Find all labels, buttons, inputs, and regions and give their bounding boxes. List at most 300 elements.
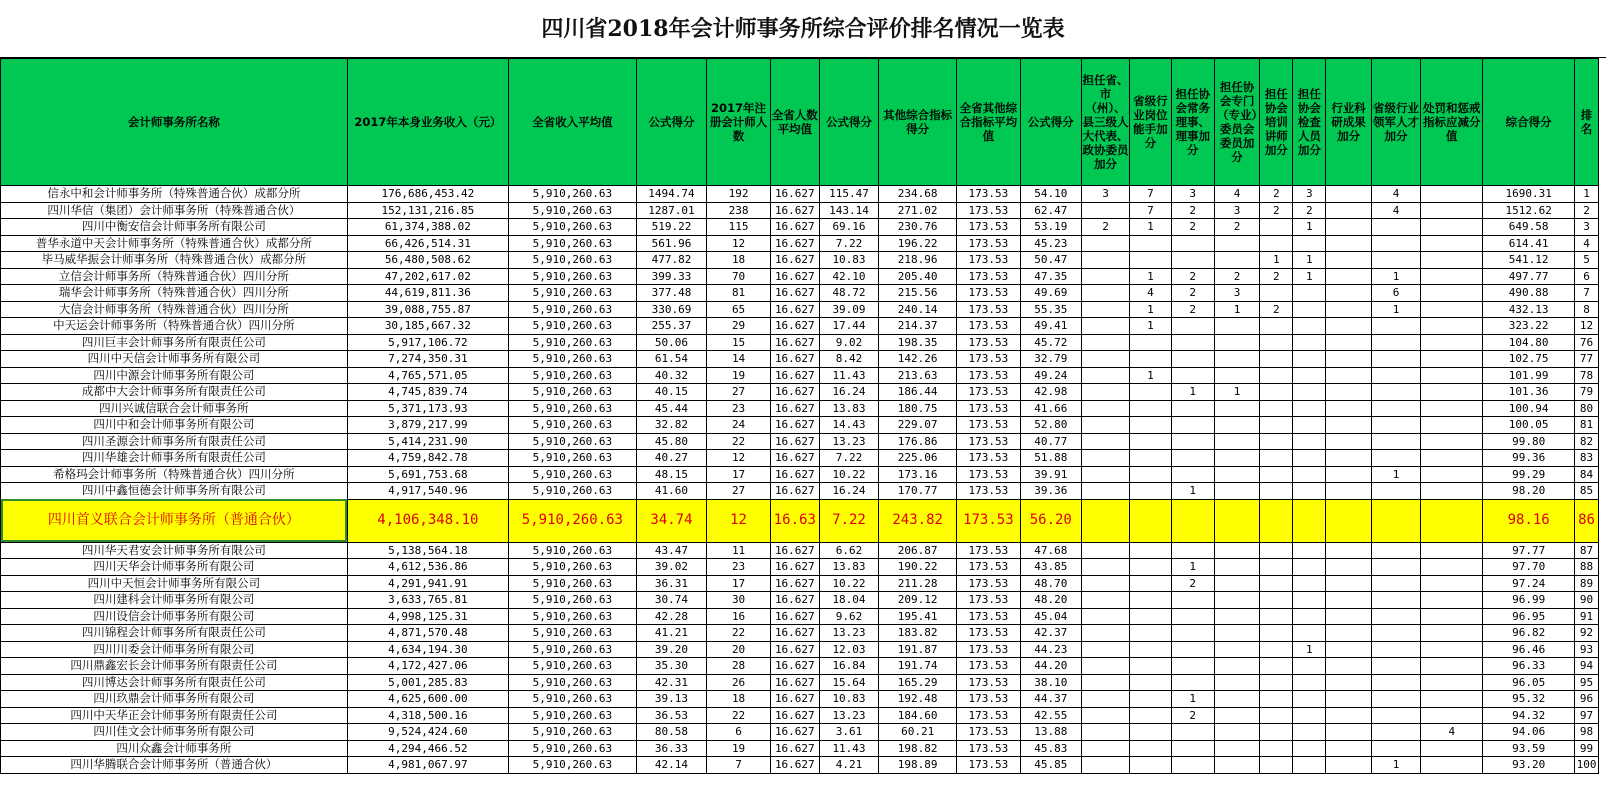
table-cell[interactable]: 22 — [707, 433, 771, 450]
column-header[interactable]: 其他综合指标得分 — [879, 59, 956, 186]
table-cell[interactable] — [1326, 318, 1371, 335]
table-cell[interactable]: 190.22 — [879, 559, 956, 576]
table-cell[interactable] — [1326, 268, 1371, 285]
table-cell[interactable]: 490.88 — [1483, 285, 1575, 302]
table-cell[interactable] — [1293, 301, 1326, 318]
table-cell[interactable]: 173.53 — [956, 417, 1020, 434]
table-cell[interactable] — [1293, 724, 1326, 741]
table-cell[interactable] — [1371, 417, 1421, 434]
table-cell[interactable] — [1130, 450, 1171, 467]
table-cell[interactable] — [1293, 285, 1326, 302]
table-cell[interactable] — [1371, 334, 1421, 351]
table-cell[interactable]: 11.43 — [819, 367, 879, 384]
table-cell[interactable] — [1421, 186, 1483, 203]
table-cell[interactable]: 173.53 — [956, 466, 1020, 483]
table-cell[interactable]: 5,910,260.63 — [508, 740, 636, 757]
table-cell[interactable] — [1293, 433, 1326, 450]
table-cell[interactable]: 4,634,194.30 — [347, 641, 508, 658]
column-header[interactable]: 省级行业领军人才加分 — [1371, 59, 1421, 186]
table-cell[interactable]: 2 — [1260, 301, 1293, 318]
table-cell[interactable]: 173.53 — [956, 252, 1020, 269]
table-cell[interactable]: 13.23 — [819, 433, 879, 450]
firm-name-cell[interactable]: 普华永道中天会计师事务所（特殊普通合伙）成都分所 — [1, 235, 348, 252]
table-cell[interactable] — [1371, 575, 1421, 592]
table-cell[interactable]: 3 — [1214, 285, 1259, 302]
table-row[interactable] — [1, 433, 1599, 450]
table-cell[interactable]: 1 — [1171, 559, 1214, 576]
table-cell[interactable] — [1371, 400, 1421, 417]
table-cell[interactable]: 39.20 — [636, 641, 706, 658]
table-cell[interactable]: 2 — [1171, 707, 1214, 724]
table-cell[interactable]: 614.41 — [1483, 235, 1575, 252]
firm-name-cell[interactable]: 四川中天恒会计师事务所有限公司 — [1, 575, 348, 592]
table-cell[interactable] — [1326, 400, 1371, 417]
table-cell[interactable]: 10.22 — [819, 575, 879, 592]
table-cell[interactable] — [1326, 608, 1371, 625]
table-cell[interactable]: 48.70 — [1020, 575, 1081, 592]
table-cell[interactable]: 173.53 — [956, 235, 1020, 252]
table-cell[interactable]: 28 — [707, 658, 771, 675]
table-cell[interactable] — [1326, 334, 1371, 351]
table-cell[interactable]: 17 — [707, 575, 771, 592]
firm-name-cell[interactable]: 四川华天君安会计师事务所有限公司 — [1, 542, 348, 559]
table-cell[interactable]: 1690.31 — [1483, 186, 1575, 203]
table-row[interactable] — [1, 707, 1599, 724]
table-cell[interactable]: 56.20 — [1020, 499, 1081, 542]
column-header[interactable]: 担任协会培训讲师加分 — [1260, 59, 1293, 186]
table-cell[interactable]: 561.96 — [636, 235, 706, 252]
firm-name-cell[interactable]: 四川华雄会计师事务所有限责任公司 — [1, 450, 348, 467]
table-cell[interactable]: 99 — [1575, 740, 1599, 757]
table-cell[interactable]: 142.26 — [879, 351, 956, 368]
table-cell[interactable] — [1214, 658, 1259, 675]
table-cell[interactable]: 40.77 — [1020, 433, 1081, 450]
table-cell[interactable]: 97.70 — [1483, 559, 1575, 576]
table-cell[interactable]: 1 — [1293, 219, 1326, 236]
table-cell[interactable] — [1371, 252, 1421, 269]
table-cell[interactable]: 62.47 — [1020, 202, 1081, 219]
table-cell[interactable]: 5,910,260.63 — [508, 285, 636, 302]
table-cell[interactable] — [1293, 559, 1326, 576]
table-row[interactable] — [1, 219, 1599, 236]
table-cell[interactable]: 7.22 — [819, 450, 879, 467]
firm-name-cell[interactable]: 成都中大会计师事务所有限责任公司 — [1, 384, 348, 401]
table-cell[interactable] — [1371, 641, 1421, 658]
table-cell[interactable]: 173.53 — [956, 575, 1020, 592]
table-cell[interactable] — [1293, 757, 1326, 774]
table-cell[interactable]: 173.53 — [956, 450, 1020, 467]
table-cell[interactable]: 100 — [1575, 757, 1599, 774]
table-cell[interactable]: 195.41 — [879, 608, 956, 625]
table-cell[interactable] — [1081, 483, 1130, 500]
table-cell[interactable]: 41.66 — [1020, 400, 1081, 417]
table-cell[interactable]: 4,318,500.16 — [347, 707, 508, 724]
table-cell[interactable] — [1214, 608, 1259, 625]
table-cell[interactable]: 5,910,260.63 — [508, 202, 636, 219]
table-cell[interactable] — [1081, 559, 1130, 576]
table-cell[interactable]: 2 — [1171, 575, 1214, 592]
table-cell[interactable]: 271.02 — [879, 202, 956, 219]
table-cell[interactable]: 92 — [1575, 625, 1599, 642]
table-cell[interactable]: 16.627 — [771, 608, 820, 625]
table-cell[interactable]: 2 — [1081, 219, 1130, 236]
table-cell[interactable]: 36.33 — [636, 740, 706, 757]
table-cell[interactable]: 13.83 — [819, 400, 879, 417]
table-cell[interactable]: 10.22 — [819, 466, 879, 483]
table-cell[interactable] — [1260, 433, 1293, 450]
table-cell[interactable]: 6 — [1575, 268, 1599, 285]
table-cell[interactable]: 2 — [1293, 202, 1326, 219]
table-cell[interactable]: 5,691,753.68 — [347, 466, 508, 483]
table-cell[interactable]: 55.35 — [1020, 301, 1081, 318]
table-cell[interactable]: 5,910,260.63 — [508, 542, 636, 559]
table-cell[interactable]: 87 — [1575, 542, 1599, 559]
table-cell[interactable]: 173.53 — [956, 641, 1020, 658]
table-row[interactable] — [1, 450, 1599, 467]
table-cell[interactable]: 4,294,466.52 — [347, 740, 508, 757]
table-cell[interactable] — [1081, 318, 1130, 335]
table-cell[interactable]: 16.627 — [771, 674, 820, 691]
table-cell[interactable] — [1371, 740, 1421, 757]
table-cell[interactable] — [1260, 674, 1293, 691]
table-cell[interactable] — [1293, 608, 1326, 625]
table-cell[interactable]: 5,910,260.63 — [508, 417, 636, 434]
table-cell[interactable]: 173.53 — [956, 499, 1020, 542]
table-cell[interactable]: 1494.74 — [636, 186, 706, 203]
table-cell[interactable]: 16.627 — [771, 186, 820, 203]
table-cell[interactable]: 48.72 — [819, 285, 879, 302]
table-cell[interactable] — [1081, 674, 1130, 691]
table-cell[interactable] — [1326, 252, 1371, 269]
table-row[interactable] — [1, 625, 1599, 642]
table-cell[interactable] — [1371, 318, 1421, 335]
table-cell[interactable]: 497.77 — [1483, 268, 1575, 285]
table-cell[interactable]: 218.96 — [879, 252, 956, 269]
table-cell[interactable]: 47,202,617.02 — [347, 268, 508, 285]
table-cell[interactable]: 39,088,755.87 — [347, 301, 508, 318]
column-header[interactable]: 会计师事务所名称 — [1, 59, 348, 186]
table-cell[interactable]: 255.37 — [636, 318, 706, 335]
table-cell[interactable]: 173.53 — [956, 483, 1020, 500]
table-cell[interactable] — [1326, 625, 1371, 642]
table-cell[interactable] — [1293, 625, 1326, 642]
table-cell[interactable] — [1130, 466, 1171, 483]
table-cell[interactable] — [1293, 384, 1326, 401]
table-cell[interactable] — [1371, 219, 1421, 236]
table-cell[interactable] — [1421, 433, 1483, 450]
table-cell[interactable]: 191.74 — [879, 658, 956, 675]
table-cell[interactable]: 97.24 — [1483, 575, 1575, 592]
table-cell[interactable]: 8 — [1575, 301, 1599, 318]
table-cell[interactable]: 98.20 — [1483, 483, 1575, 500]
column-header[interactable]: 处罚和惩戒指标应减分值 — [1421, 59, 1483, 186]
table-row[interactable] — [1, 400, 1599, 417]
table-cell[interactable]: 225.06 — [879, 450, 956, 467]
table-cell[interactable] — [1214, 691, 1259, 708]
firm-name-cell[interactable]: 四川建科会计师事务所有限公司 — [1, 592, 348, 609]
table-cell[interactable]: 13.23 — [819, 707, 879, 724]
table-cell[interactable]: 50.47 — [1020, 252, 1081, 269]
table-cell[interactable]: 42.55 — [1020, 707, 1081, 724]
table-cell[interactable]: 196.22 — [879, 235, 956, 252]
table-cell[interactable] — [1421, 417, 1483, 434]
table-cell[interactable]: 214.37 — [879, 318, 956, 335]
table-cell[interactable]: 173.53 — [956, 658, 1020, 675]
table-cell[interactable] — [1130, 483, 1171, 500]
table-cell[interactable] — [1421, 499, 1483, 542]
table-cell[interactable]: 234.68 — [879, 186, 956, 203]
table-cell[interactable] — [1130, 724, 1171, 741]
table-cell[interactable] — [1421, 641, 1483, 658]
column-header[interactable]: 担任省、市（州）、县三级人大代表、政协委员加分 — [1081, 59, 1130, 186]
table-cell[interactable] — [1260, 285, 1293, 302]
table-cell[interactable]: 96.82 — [1483, 625, 1575, 642]
table-cell[interactable] — [1260, 450, 1293, 467]
table-cell[interactable] — [1293, 318, 1326, 335]
table-cell[interactable]: 39.36 — [1020, 483, 1081, 500]
table-cell[interactable]: 5,910,260.63 — [508, 367, 636, 384]
table-cell[interactable]: 97 — [1575, 707, 1599, 724]
table-cell[interactable]: 16.627 — [771, 658, 820, 675]
table-cell[interactable] — [1293, 235, 1326, 252]
table-cell[interactable]: 5,910,260.63 — [508, 691, 636, 708]
table-cell[interactable]: 6 — [707, 724, 771, 741]
table-row[interactable] — [1, 186, 1599, 203]
table-cell[interactable]: 5,910,260.63 — [508, 466, 636, 483]
table-cell[interactable]: 3,633,765.81 — [347, 592, 508, 609]
table-cell[interactable] — [1171, 318, 1214, 335]
table-cell[interactable]: 16.627 — [771, 351, 820, 368]
table-cell[interactable] — [1171, 252, 1214, 269]
table-cell[interactable]: 5,910,260.63 — [508, 658, 636, 675]
table-cell[interactable] — [1260, 757, 1293, 774]
table-cell[interactable]: 519.22 — [636, 219, 706, 236]
table-cell[interactable] — [1081, 757, 1130, 774]
table-cell[interactable] — [1421, 268, 1483, 285]
table-cell[interactable]: 101.99 — [1483, 367, 1575, 384]
table-cell[interactable]: 96.46 — [1483, 641, 1575, 658]
table-cell[interactable]: 2 — [1260, 186, 1293, 203]
firm-name-cell[interactable]: 四川中和会计师事务所有限公司 — [1, 417, 348, 434]
table-cell[interactable]: 69.16 — [819, 219, 879, 236]
table-cell[interactable]: 4,981,067.97 — [347, 757, 508, 774]
table-cell[interactable] — [1171, 499, 1214, 542]
table-row[interactable] — [1, 268, 1599, 285]
firm-name-cell[interactable]: 立信会计师事务所（特殊普通合伙）四川分所 — [1, 268, 348, 285]
table-cell[interactable]: 1 — [1130, 318, 1171, 335]
table-row[interactable] — [1, 542, 1599, 559]
table-cell[interactable]: 16.627 — [771, 367, 820, 384]
table-cell[interactable] — [1326, 575, 1371, 592]
table-cell[interactable] — [1421, 707, 1483, 724]
table-cell[interactable] — [1081, 575, 1130, 592]
table-cell[interactable] — [1214, 318, 1259, 335]
firm-name-cell[interactable]: 四川中天信会计师事务所有限公司 — [1, 351, 348, 368]
table-cell[interactable] — [1214, 592, 1259, 609]
table-cell[interactable] — [1421, 252, 1483, 269]
table-cell[interactable] — [1130, 235, 1171, 252]
table-cell[interactable] — [1260, 384, 1293, 401]
table-cell[interactable] — [1371, 559, 1421, 576]
table-cell[interactable]: 243.82 — [879, 499, 956, 542]
table-cell[interactable]: 377.48 — [636, 285, 706, 302]
table-cell[interactable]: 1 — [1371, 757, 1421, 774]
table-cell[interactable] — [1293, 691, 1326, 708]
table-cell[interactable]: 16.627 — [771, 740, 820, 757]
table-cell[interactable] — [1371, 384, 1421, 401]
table-cell[interactable]: 16.627 — [771, 235, 820, 252]
table-cell[interactable]: 5,910,260.63 — [508, 757, 636, 774]
table-cell[interactable]: 16.627 — [771, 724, 820, 741]
table-cell[interactable] — [1130, 625, 1171, 642]
table-cell[interactable] — [1081, 450, 1130, 467]
table-cell[interactable]: 41.21 — [636, 625, 706, 642]
table-cell[interactable]: 5,910,260.63 — [508, 625, 636, 642]
table-cell[interactable] — [1371, 691, 1421, 708]
table-cell[interactable]: 16.627 — [771, 592, 820, 609]
table-cell[interactable]: 541.12 — [1483, 252, 1575, 269]
table-cell[interactable]: 16.63 — [771, 499, 820, 542]
table-cell[interactable]: 52.80 — [1020, 417, 1081, 434]
table-cell[interactable] — [1421, 542, 1483, 559]
table-cell[interactable] — [1214, 400, 1259, 417]
table-cell[interactable] — [1081, 252, 1130, 269]
table-cell[interactable] — [1130, 691, 1171, 708]
table-cell[interactable]: 12.03 — [819, 641, 879, 658]
table-cell[interactable]: 5,371,173.93 — [347, 400, 508, 417]
table-cell[interactable]: 173.53 — [956, 318, 1020, 335]
table-cell[interactable]: 5,910,260.63 — [508, 351, 636, 368]
table-cell[interactable] — [1214, 433, 1259, 450]
table-cell[interactable]: 173.53 — [956, 608, 1020, 625]
table-cell[interactable] — [1171, 450, 1214, 467]
table-cell[interactable] — [1371, 542, 1421, 559]
table-cell[interactable] — [1171, 400, 1214, 417]
firm-name-cell[interactable]: 中天运会计师事务所（特殊普通合伙）四川分所 — [1, 318, 348, 335]
column-header[interactable]: 全省其他综合指标平均值 — [956, 59, 1020, 186]
table-cell[interactable]: 98 — [1575, 724, 1599, 741]
table-cell[interactable] — [1293, 400, 1326, 417]
table-cell[interactable] — [1130, 757, 1171, 774]
table-cell[interactable]: 4,291,941.91 — [347, 575, 508, 592]
table-cell[interactable]: 16.627 — [771, 559, 820, 576]
table-cell[interactable]: 44.20 — [1020, 658, 1081, 675]
table-cell[interactable]: 173.53 — [956, 625, 1020, 642]
table-cell[interactable]: 5,910,260.63 — [508, 641, 636, 658]
table-cell[interactable]: 35.30 — [636, 658, 706, 675]
table-cell[interactable] — [1260, 740, 1293, 757]
table-cell[interactable]: 173.53 — [956, 592, 1020, 609]
table-cell[interactable]: 173.53 — [956, 186, 1020, 203]
table-cell[interactable]: 4,765,571.05 — [347, 367, 508, 384]
table-cell[interactable]: 165.29 — [879, 674, 956, 691]
table-cell[interactable]: 88 — [1575, 559, 1599, 576]
table-cell[interactable] — [1081, 592, 1130, 609]
table-cell[interactable]: 89 — [1575, 575, 1599, 592]
table-cell[interactable] — [1130, 674, 1171, 691]
table-cell[interactable] — [1293, 542, 1326, 559]
table-cell[interactable]: 173.53 — [956, 559, 1020, 576]
table-cell[interactable]: 96.95 — [1483, 608, 1575, 625]
table-cell[interactable] — [1081, 235, 1130, 252]
table-cell[interactable]: 183.82 — [879, 625, 956, 642]
table-cell[interactable] — [1326, 450, 1371, 467]
table-cell[interactable]: 77 — [1575, 351, 1599, 368]
table-cell[interactable]: 4,625,600.00 — [347, 691, 508, 708]
table-cell[interactable]: 94.32 — [1483, 707, 1575, 724]
table-cell[interactable]: 1 — [1214, 384, 1259, 401]
table-cell[interactable]: 50.06 — [636, 334, 706, 351]
table-cell[interactable]: 16.627 — [771, 757, 820, 774]
table-cell[interactable] — [1326, 301, 1371, 318]
table-cell[interactable]: 5,910,260.63 — [508, 252, 636, 269]
table-cell[interactable] — [1260, 417, 1293, 434]
table-cell[interactable]: 1 — [1371, 268, 1421, 285]
table-cell[interactable]: 198.82 — [879, 740, 956, 757]
table-cell[interactable]: 6 — [1371, 285, 1421, 302]
table-cell[interactable]: 7 — [1575, 285, 1599, 302]
table-cell[interactable]: 215.56 — [879, 285, 956, 302]
table-cell[interactable]: 95.32 — [1483, 691, 1575, 708]
table-cell[interactable]: 12 — [707, 499, 771, 542]
table-cell[interactable]: 16.24 — [819, 483, 879, 500]
table-cell[interactable] — [1081, 334, 1130, 351]
table-cell[interactable] — [1171, 641, 1214, 658]
table-cell[interactable]: 54.10 — [1020, 186, 1081, 203]
table-cell[interactable]: 5,910,260.63 — [508, 575, 636, 592]
table-cell[interactable]: 13.83 — [819, 559, 879, 576]
table-cell[interactable]: 477.82 — [636, 252, 706, 269]
table-cell[interactable] — [1371, 608, 1421, 625]
table-row[interactable] — [1, 724, 1599, 741]
table-cell[interactable]: 51.88 — [1020, 450, 1081, 467]
firm-name-cell[interactable]: 四川佳文会计师事务所有限公司 — [1, 724, 348, 741]
table-cell[interactable]: 7 — [1130, 202, 1171, 219]
firm-name-cell[interactable]: 希格玛会计师事务所（特殊普通合伙）四川分所 — [1, 466, 348, 483]
column-header[interactable]: 排名 — [1575, 59, 1599, 186]
table-row[interactable] — [1, 202, 1599, 219]
table-cell[interactable]: 4 — [1371, 186, 1421, 203]
table-cell[interactable] — [1081, 625, 1130, 642]
table-row[interactable] — [1, 674, 1599, 691]
table-cell[interactable]: 17.44 — [819, 318, 879, 335]
table-cell[interactable]: 27 — [707, 483, 771, 500]
table-cell[interactable] — [1326, 235, 1371, 252]
firm-name-cell[interactable]: 四川巨丰会计师事务所有限责任公司 — [1, 334, 348, 351]
table-cell[interactable] — [1421, 351, 1483, 368]
table-cell[interactable]: 3,879,217.99 — [347, 417, 508, 434]
table-cell[interactable]: 173.53 — [956, 740, 1020, 757]
table-cell[interactable]: 229.07 — [879, 417, 956, 434]
table-cell[interactable] — [1371, 658, 1421, 675]
table-row[interactable] — [1, 384, 1599, 401]
table-cell[interactable] — [1130, 707, 1171, 724]
table-cell[interactable] — [1081, 691, 1130, 708]
table-cell[interactable]: 432.13 — [1483, 301, 1575, 318]
table-cell[interactable]: 2 — [1171, 202, 1214, 219]
table-cell[interactable]: 16.627 — [771, 641, 820, 658]
table-row[interactable] — [1, 252, 1599, 269]
table-cell[interactable]: 4.21 — [819, 757, 879, 774]
table-cell[interactable]: 5,910,260.63 — [508, 219, 636, 236]
table-cell[interactable]: 3 — [1214, 202, 1259, 219]
table-cell[interactable] — [1371, 351, 1421, 368]
table-cell[interactable] — [1214, 334, 1259, 351]
table-cell[interactable] — [1214, 483, 1259, 500]
table-row[interactable] — [1, 466, 1599, 483]
table-cell[interactable]: 19 — [707, 367, 771, 384]
table-cell[interactable]: 43.85 — [1020, 559, 1081, 576]
